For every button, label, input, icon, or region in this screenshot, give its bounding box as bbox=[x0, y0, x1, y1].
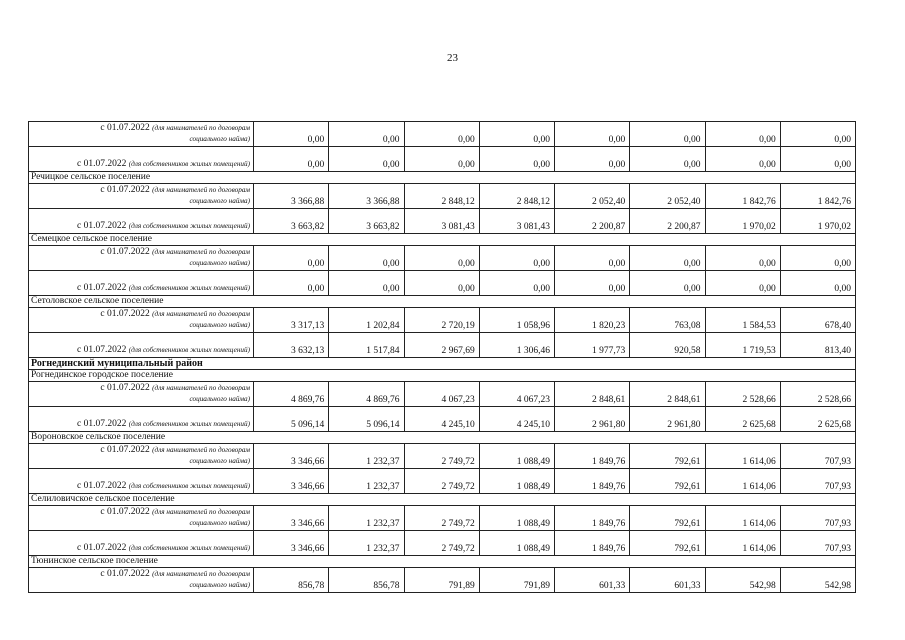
tariff-value-cell: 1 232,37 bbox=[329, 506, 404, 531]
tariff-value-cell: 4 245,10 bbox=[479, 407, 554, 432]
tariff-value-cell: 2 749,72 bbox=[404, 531, 479, 556]
tariff-value-cell: 0,00 bbox=[555, 271, 630, 296]
settlement-header-row bbox=[29, 296, 856, 308]
tariff-value-cell: 0,00 bbox=[254, 246, 329, 271]
table-row bbox=[29, 444, 856, 469]
table-row bbox=[29, 246, 856, 271]
tariff-category-note: (для нанимателей по договорам bbox=[152, 310, 250, 318]
tariff-value-cell: 0,00 bbox=[404, 122, 479, 147]
row-description bbox=[29, 407, 254, 432]
tariff-value-cell: 0,00 bbox=[479, 147, 554, 172]
settlement-name: Селиловичское сельское поселение bbox=[29, 494, 856, 506]
settlement-name: Сетоловское сельское поселение bbox=[29, 296, 856, 308]
description-line bbox=[31, 221, 250, 232]
tariff-value-cell: 3 346,66 bbox=[254, 444, 329, 469]
effective-date: с 01.07.2022 bbox=[100, 247, 150, 257]
description-line bbox=[31, 507, 250, 518]
tariff-value-cell: 3 081,43 bbox=[479, 209, 554, 234]
description-line bbox=[31, 185, 250, 196]
settlement-header-row bbox=[29, 432, 856, 444]
tariff-category-note: (для собственников жилых помещений) bbox=[128, 482, 250, 490]
effective-date: с 01.07.2022 bbox=[77, 543, 127, 553]
settlement-header-row bbox=[29, 370, 856, 382]
tariff-value-cell: 0,00 bbox=[404, 271, 479, 296]
row-description bbox=[29, 568, 254, 593]
tariff-category-note: (для собственников жилых помещений) bbox=[128, 420, 250, 428]
row-description bbox=[29, 382, 254, 407]
table-row bbox=[29, 308, 856, 333]
tariff-value-cell: 0,00 bbox=[555, 147, 630, 172]
tariff-category-note: (для собственников жилых помещений) bbox=[128, 160, 250, 168]
tariff-value-cell: 0,00 bbox=[630, 246, 705, 271]
tariff-value-cell: 0,00 bbox=[555, 122, 630, 147]
tariff-value-cell: 791,89 bbox=[404, 568, 479, 593]
row-description bbox=[29, 184, 254, 209]
tariff-value-cell: 792,61 bbox=[630, 469, 705, 494]
tariff-value-cell: 2 528,66 bbox=[780, 382, 855, 407]
tariff-category-note-continued: социального найма) bbox=[189, 321, 250, 329]
tariff-category-note: (для собственников жилых помещений) bbox=[128, 346, 250, 354]
tariff-value-cell: 3 663,82 bbox=[254, 209, 329, 234]
tariff-value-cell: 707,93 bbox=[780, 469, 855, 494]
tariff-value-cell: 0,00 bbox=[705, 246, 780, 271]
tariff-value-cell: 0,00 bbox=[329, 271, 404, 296]
settlement-name: Рогнединское городское поселение bbox=[29, 370, 856, 382]
description-line bbox=[31, 383, 250, 394]
settlement-name: Речицкое сельское поселение bbox=[29, 172, 856, 184]
tariff-table bbox=[28, 121, 856, 593]
tariff-value-cell: 0,00 bbox=[254, 271, 329, 296]
tariff-value-cell: 5 096,14 bbox=[254, 407, 329, 432]
tariff-value-cell: 2 848,12 bbox=[404, 184, 479, 209]
settlement-name: Вороновское сельское поселение bbox=[29, 432, 856, 444]
tariff-category-note: (для нанимателей по договорам bbox=[152, 446, 250, 454]
tariff-category-note-continued: социального найма) bbox=[189, 259, 250, 267]
tariff-value-cell: 1 849,76 bbox=[555, 531, 630, 556]
tariff-value-cell: 2 052,40 bbox=[630, 184, 705, 209]
tariff-value-cell: 4 067,23 bbox=[479, 382, 554, 407]
tariff-value-cell: 3 366,88 bbox=[329, 184, 404, 209]
tariff-value-cell: 2 528,66 bbox=[705, 382, 780, 407]
tariff-value-cell: 792,61 bbox=[630, 444, 705, 469]
tariff-value-cell: 2 200,87 bbox=[555, 209, 630, 234]
tariff-value-cell: 1 088,49 bbox=[479, 506, 554, 531]
tariff-value-cell: 3 081,43 bbox=[404, 209, 479, 234]
tariff-value-cell: 4 245,10 bbox=[404, 407, 479, 432]
table-row bbox=[29, 469, 856, 494]
tariff-category-note: (для собственников жилых помещений) bbox=[128, 284, 250, 292]
tariff-value-cell: 0,00 bbox=[555, 246, 630, 271]
row-description bbox=[29, 209, 254, 234]
tariff-value-cell: 0,00 bbox=[254, 147, 329, 172]
row-description bbox=[29, 147, 254, 172]
district-header-row bbox=[29, 358, 856, 370]
tariff-value-cell: 0,00 bbox=[404, 246, 479, 271]
effective-date: с 01.07.2022 bbox=[100, 569, 150, 579]
tariff-value-cell: 2 848,61 bbox=[555, 382, 630, 407]
description-line bbox=[31, 345, 250, 356]
tariff-value-cell: 1 614,06 bbox=[705, 506, 780, 531]
tariff-category-note-continued: социального найма) bbox=[189, 135, 250, 143]
table-row bbox=[29, 531, 856, 556]
settlement-header-row bbox=[29, 556, 856, 568]
tariff-value-cell: 1 088,49 bbox=[479, 469, 554, 494]
tariff-value-cell: 1 232,37 bbox=[329, 469, 404, 494]
tariff-value-cell: 920,58 bbox=[630, 333, 705, 358]
effective-date: с 01.07.2022 bbox=[77, 283, 127, 293]
tariff-value-cell: 4 869,76 bbox=[329, 382, 404, 407]
description-line bbox=[31, 123, 250, 134]
tariff-value-cell: 1 842,76 bbox=[705, 184, 780, 209]
tariff-value-cell: 1 088,49 bbox=[479, 444, 554, 469]
tariff-value-cell: 1 849,76 bbox=[555, 469, 630, 494]
tariff-value-cell: 2 625,68 bbox=[780, 407, 855, 432]
tariff-value-cell: 2 749,72 bbox=[404, 506, 479, 531]
tariff-value-cell: 0,00 bbox=[630, 122, 705, 147]
tariff-value-cell: 1 088,49 bbox=[479, 531, 554, 556]
row-description bbox=[29, 122, 254, 147]
tariff-category-note: (для собственников жилых помещений) bbox=[128, 222, 250, 230]
description-line bbox=[31, 309, 250, 320]
tariff-value-cell: 0,00 bbox=[479, 122, 554, 147]
tariff-value-cell: 3 346,66 bbox=[254, 531, 329, 556]
description-line bbox=[31, 419, 250, 430]
tariff-value-cell: 3 632,13 bbox=[254, 333, 329, 358]
tariff-value-cell: 0,00 bbox=[630, 147, 705, 172]
tariff-value-cell: 2 749,72 bbox=[404, 444, 479, 469]
tariff-value-cell: 2 961,80 bbox=[555, 407, 630, 432]
effective-date: с 01.07.2022 bbox=[100, 445, 150, 455]
tariff-category-note: (для нанимателей по договорам bbox=[152, 508, 250, 516]
description-line bbox=[31, 543, 250, 554]
tariff-value-cell: 5 096,14 bbox=[329, 407, 404, 432]
tariff-category-note: (для нанимателей по договорам bbox=[152, 186, 250, 194]
tariff-value-cell: 2 625,68 bbox=[705, 407, 780, 432]
tariff-value-cell: 707,93 bbox=[780, 444, 855, 469]
tariff-value-cell: 3 317,13 bbox=[254, 308, 329, 333]
tariff-value-cell: 0,00 bbox=[780, 122, 855, 147]
table-row bbox=[29, 147, 856, 172]
settlement-header-row bbox=[29, 172, 856, 184]
tariff-value-cell: 0,00 bbox=[780, 147, 855, 172]
effective-date: с 01.07.2022 bbox=[77, 481, 127, 491]
description-line bbox=[31, 569, 250, 580]
tariff-value-cell: 1 849,76 bbox=[555, 444, 630, 469]
tariff-value-cell: 3 346,66 bbox=[254, 506, 329, 531]
district-name: Рогнединский муниципальный район bbox=[29, 358, 856, 370]
effective-date: с 01.07.2022 bbox=[100, 123, 150, 133]
effective-date: с 01.07.2022 bbox=[77, 419, 127, 429]
tariff-value-cell: 0,00 bbox=[329, 246, 404, 271]
tariff-value-cell: 0,00 bbox=[254, 122, 329, 147]
tariff-category-note: (для нанимателей по договорам bbox=[152, 124, 250, 132]
tariff-category-note: (для нанимателей по договорам bbox=[152, 570, 250, 578]
effective-date: с 01.07.2022 bbox=[100, 507, 150, 517]
tariff-category-note-continued: социального найма) bbox=[189, 395, 250, 403]
tariff-value-cell: 1 614,06 bbox=[705, 444, 780, 469]
tariff-value-cell: 2 749,72 bbox=[404, 469, 479, 494]
table-row bbox=[29, 568, 856, 593]
tariff-value-cell: 792,61 bbox=[630, 506, 705, 531]
table-row bbox=[29, 506, 856, 531]
tariff-value-cell: 791,89 bbox=[479, 568, 554, 593]
tariff-value-cell: 542,98 bbox=[780, 568, 855, 593]
description-line bbox=[31, 445, 250, 456]
tariff-value-cell: 1 970,02 bbox=[705, 209, 780, 234]
tariff-category-note-continued: социального найма) bbox=[189, 581, 250, 589]
tariff-value-cell: 1 058,96 bbox=[479, 308, 554, 333]
effective-date: с 01.07.2022 bbox=[77, 345, 127, 355]
row-description bbox=[29, 506, 254, 531]
tariff-value-cell: 1 719,53 bbox=[705, 333, 780, 358]
table-row bbox=[29, 122, 856, 147]
row-description bbox=[29, 444, 254, 469]
tariff-value-cell: 1 232,37 bbox=[329, 531, 404, 556]
tariff-value-cell: 763,08 bbox=[630, 308, 705, 333]
tariff-category-note-continued: социального найма) bbox=[189, 457, 250, 465]
tariff-value-cell: 601,33 bbox=[555, 568, 630, 593]
effective-date: с 01.07.2022 bbox=[77, 221, 127, 231]
row-description bbox=[29, 333, 254, 358]
effective-date: с 01.07.2022 bbox=[100, 383, 150, 393]
tariff-value-cell: 1 614,06 bbox=[705, 469, 780, 494]
tariff-value-cell: 2 848,12 bbox=[479, 184, 554, 209]
tariff-value-cell: 4 869,76 bbox=[254, 382, 329, 407]
effective-date: с 01.07.2022 bbox=[77, 159, 127, 169]
row-description bbox=[29, 271, 254, 296]
tariff-value-cell: 4 067,23 bbox=[404, 382, 479, 407]
description-line bbox=[31, 481, 250, 492]
tariff-value-cell: 0,00 bbox=[630, 271, 705, 296]
tariff-value-cell: 0,00 bbox=[479, 246, 554, 271]
tariff-category-note: (для нанимателей по договорам bbox=[152, 248, 250, 256]
page-number: 23 bbox=[447, 52, 458, 64]
tariff-category-note-continued: социального найма) bbox=[189, 197, 250, 205]
tariff-value-cell: 1 820,23 bbox=[555, 308, 630, 333]
tariff-value-cell: 2 848,61 bbox=[630, 382, 705, 407]
effective-date: с 01.07.2022 bbox=[100, 309, 150, 319]
tariff-value-cell: 2 720,19 bbox=[404, 308, 479, 333]
tariff-value-cell: 1 849,76 bbox=[555, 506, 630, 531]
tariff-category-note: (для нанимателей по договорам bbox=[152, 384, 250, 392]
tariff-value-cell: 0,00 bbox=[479, 271, 554, 296]
tariff-value-cell: 2 200,87 bbox=[630, 209, 705, 234]
tariff-value-cell: 856,78 bbox=[329, 568, 404, 593]
tariff-value-cell: 707,93 bbox=[780, 506, 855, 531]
table-row bbox=[29, 333, 856, 358]
tariff-category-note-continued: социального найма) bbox=[189, 519, 250, 527]
tariff-value-cell: 0,00 bbox=[705, 147, 780, 172]
tariff-value-cell: 0,00 bbox=[404, 147, 479, 172]
tariff-value-cell: 1 977,73 bbox=[555, 333, 630, 358]
tariff-value-cell: 1 614,06 bbox=[705, 531, 780, 556]
settlement-header-row bbox=[29, 494, 856, 506]
tariff-value-cell: 3 346,66 bbox=[254, 469, 329, 494]
table-row bbox=[29, 271, 856, 296]
row-description bbox=[29, 308, 254, 333]
tariff-value-cell: 3 663,82 bbox=[329, 209, 404, 234]
settlement-name: Семецкое сельское поселение bbox=[29, 234, 856, 246]
tariff-value-cell: 1 306,46 bbox=[479, 333, 554, 358]
tariff-value-cell: 0,00 bbox=[329, 122, 404, 147]
tariff-category-note: (для собственников жилых помещений) bbox=[128, 544, 250, 552]
description-line bbox=[31, 283, 250, 294]
tariff-value-cell: 2 961,80 bbox=[630, 407, 705, 432]
effective-date: с 01.07.2022 bbox=[100, 185, 150, 195]
description-line bbox=[31, 159, 250, 170]
table-row bbox=[29, 184, 856, 209]
settlement-header-row bbox=[29, 234, 856, 246]
tariff-value-cell: 856,78 bbox=[254, 568, 329, 593]
table-row bbox=[29, 209, 856, 234]
tariff-value-cell: 813,40 bbox=[780, 333, 855, 358]
tariff-value-cell: 0,00 bbox=[780, 271, 855, 296]
tariff-value-cell: 1 202,84 bbox=[329, 308, 404, 333]
tariff-value-cell: 678,40 bbox=[780, 308, 855, 333]
tariff-value-cell: 1 842,76 bbox=[780, 184, 855, 209]
tariff-value-cell: 1 970,02 bbox=[780, 209, 855, 234]
row-description bbox=[29, 469, 254, 494]
settlement-name: Тюнинское сельское поселение bbox=[29, 556, 856, 568]
table-row bbox=[29, 382, 856, 407]
tariff-table-body bbox=[29, 122, 856, 593]
row-description bbox=[29, 246, 254, 271]
tariff-value-cell: 0,00 bbox=[780, 246, 855, 271]
tariff-value-cell: 2 967,69 bbox=[404, 333, 479, 358]
tariff-value-cell: 0,00 bbox=[329, 147, 404, 172]
table-row bbox=[29, 407, 856, 432]
tariff-value-cell: 601,33 bbox=[630, 568, 705, 593]
tariff-value-cell: 1 232,37 bbox=[329, 444, 404, 469]
tariff-value-cell: 0,00 bbox=[705, 122, 780, 147]
tariff-value-cell: 3 366,88 bbox=[254, 184, 329, 209]
tariff-value-cell: 792,61 bbox=[630, 531, 705, 556]
tariff-value-cell: 2 052,40 bbox=[555, 184, 630, 209]
tariff-value-cell: 542,98 bbox=[705, 568, 780, 593]
description-line bbox=[31, 247, 250, 258]
tariff-value-cell: 707,93 bbox=[780, 531, 855, 556]
tariff-value-cell: 1 517,84 bbox=[329, 333, 404, 358]
row-description bbox=[29, 531, 254, 556]
tariff-value-cell: 1 584,53 bbox=[705, 308, 780, 333]
tariff-value-cell: 0,00 bbox=[705, 271, 780, 296]
